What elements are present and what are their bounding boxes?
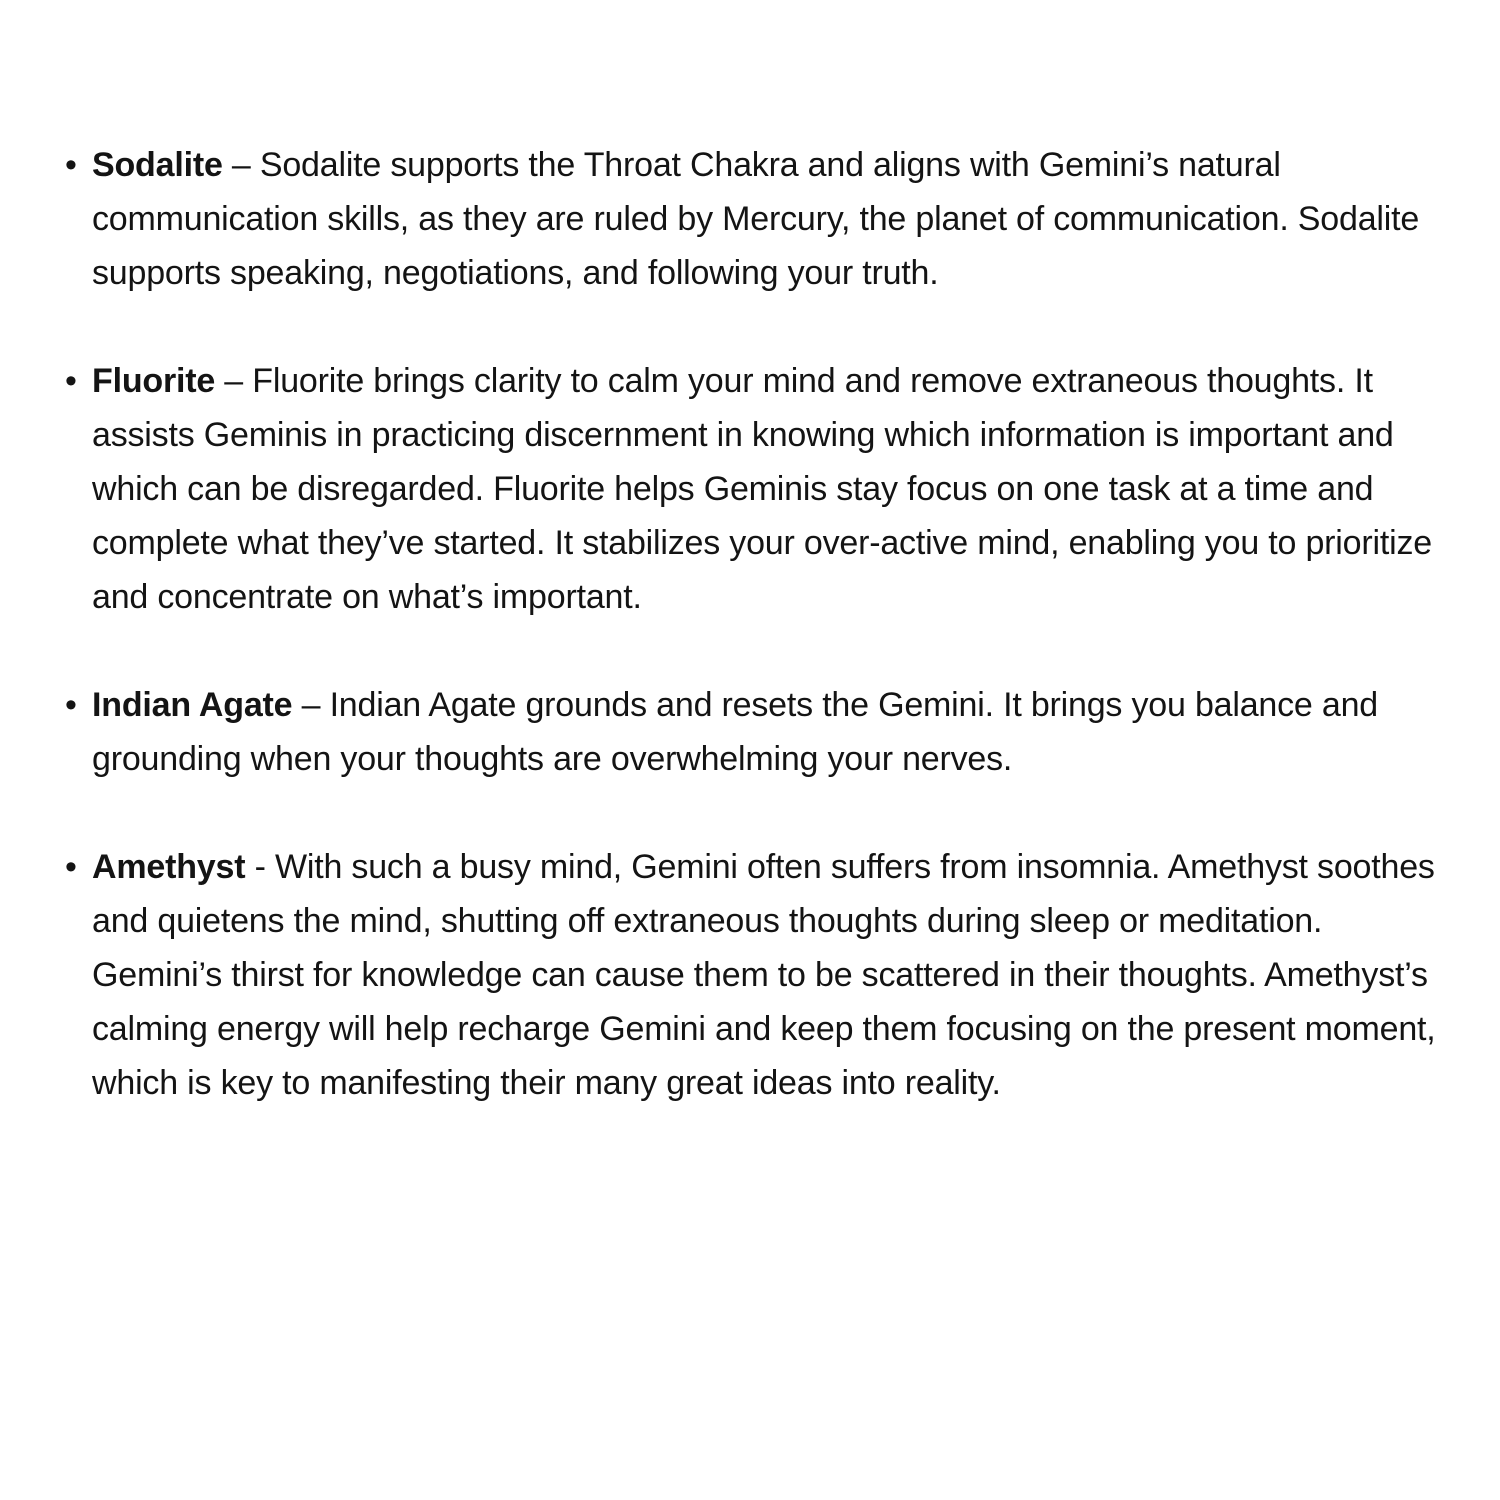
separator: – [222, 146, 260, 184]
crystal-name: Amethyst [92, 848, 246, 886]
crystal-description: Sodalite supports the Throat Chakra and aligns with Gemini’s natural communication skills, as they are ruled by Mercury, the planet of communication. Sodalite supports speaking, negotiations, and following your truth. [92, 146, 1420, 292]
crystal-name: Indian Agate [92, 686, 293, 724]
list-item [92, 138, 1442, 300]
list-item [92, 678, 1442, 786]
crystal-name: Fluorite [92, 362, 216, 400]
crystal-list [92, 138, 1442, 1110]
crystal-name: Sodalite [92, 146, 223, 184]
separator: - [245, 848, 275, 886]
list-item [92, 840, 1442, 1110]
separator: – [215, 362, 253, 400]
crystal-description: Indian Agate grounds and resets the Gemini. It brings you balance and grounding when your thoughts are overwhelming your nerves. [92, 686, 1379, 778]
separator: – [292, 686, 330, 724]
list-item [92, 354, 1442, 624]
crystal-description: Fluorite brings clarity to calm your mind and remove extraneous thoughts. It assists Geminis in practicing discernment in knowing which information is important and which can be disregarded. Fluorite helps Geminis stay focus on one task at a time and complete what they’ve started. It stabilizes your over-active mind, enabling you to prioritize and concentrate on what’s important. [92, 362, 1432, 616]
crystal-description: With such a busy mind, Gemini often suffers from insomnia. Amethyst soothes and quietens the mind, shutting off extraneous thoughts during sleep or meditation. Gemini’s thirst for knowledge can cause them to be scattered in their thoughts. Amethyst’s calming energy will help recharge Gemini and keep them focusing on the present moment, which is key to manifesting their many great ideas into reality. [92, 848, 1436, 1102]
